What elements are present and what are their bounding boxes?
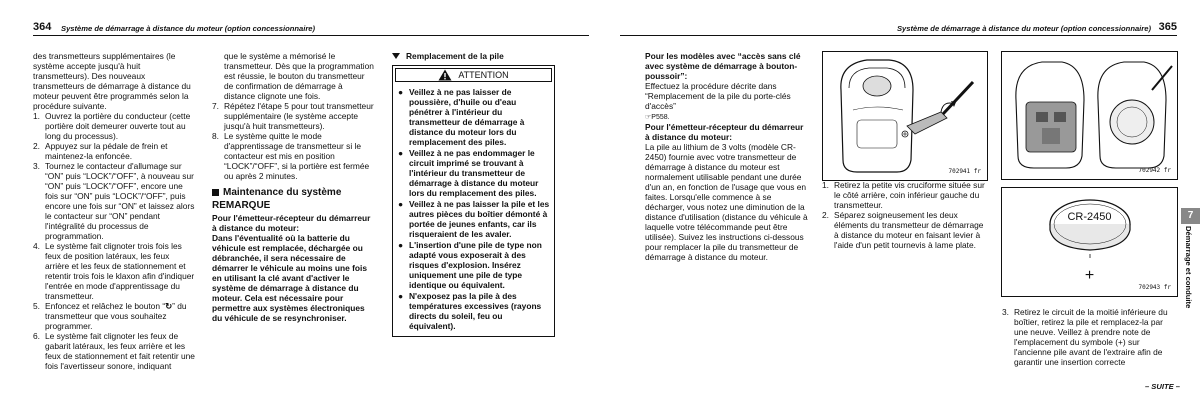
warning-text: Veillez à ne pas laisser de poussière, d'huile ou d'eau pénétrer à l'intérieur du transmetteur de démarrage à distance du moteur lors du remplacement des piles. xyxy=(409,87,525,147)
programming-steps-list xyxy=(33,111,195,371)
battery-step-1 xyxy=(822,180,987,210)
warning-item xyxy=(397,148,550,198)
left-column-2 xyxy=(212,51,375,323)
battery-replacement-title xyxy=(392,51,555,61)
battery-info-text: La pile au lithium de 3 volts (modèle CR-2450) fournie avec votre transmetteur de démarrage à distance du moteur est normalement utilisable pendant une durée d'un an, en fonction de l'usage que vous en faites. Lorsqu'elle commence à se décharger, vous notez une diminution de la distance d'utilisation (distance du véhicule à laquelle votre télécommande peut être utilisée). Suivez les instructions ci-dessous pour remplacer la pile du transmetteur de démarrage à distance du moteur. xyxy=(645,142,808,263)
right-column-2-steps xyxy=(822,180,987,250)
right-page-number: 365 xyxy=(1158,21,1177,33)
step-6-continuation: que le système a mémorisé le transmetteur. Dès que la programmation est réussie, le bouton du transmetteur de confirmation de démarrage à distance clignote une fois. xyxy=(224,51,374,101)
left-page-number: 364 xyxy=(33,21,52,33)
step-3 xyxy=(33,161,195,241)
step-text: ” du transmetteur que vous souhaitez programmer. xyxy=(45,301,187,331)
step-text: Ouvrez la portière du conducteur (cette portière doit demeurer ouverte tout au long du processus). xyxy=(45,111,191,141)
step-6 xyxy=(33,331,195,371)
keyless-models-heading: Pour les modèles avec “accès sans clé avec système de démarrage à bouton-poussoir”: xyxy=(645,51,801,81)
step-2 xyxy=(33,141,195,161)
remarque-body: Dans l'éventualité où la batterie du véhicule est remplacée, déchargée ou débranchée, il sera nécessaire de démarrer le véhicule au moins une fois en utilisant la clé avant d'activer le système de démarrage à distance du moteur. Cela est nécessaire pour permettre aux systèmes électroniques du véhicule de se resynchroniser. xyxy=(212,232,367,323)
step-text: Le système quitte le mode d'apprentissage de transmetteur si le contacteur est mis en position “LOCK”/“OFF”, si la portière est fermée ou après 2 minutes. xyxy=(224,131,370,181)
triangle-down-icon xyxy=(392,53,400,59)
step-text: Le système fait clignoter trois fois les feux de position latéraux, les feux arrière et les feux de stationnement et retentir trois fois le klaxon afin d'indiquer l'entrée en mode d'apprentissage du transmetteur. xyxy=(45,241,195,301)
step-text: Enfoncez et relâchez le bouton “ xyxy=(45,301,166,311)
warning-item xyxy=(397,87,550,147)
keyless-models-text xyxy=(645,81,809,122)
subsection-title-text: Remplacement de la pile xyxy=(406,51,504,61)
warning-item xyxy=(397,291,550,331)
right-page xyxy=(610,0,1200,402)
bullet-icon: ● xyxy=(398,199,404,209)
battery-steps-list xyxy=(822,180,987,250)
right-column-1 xyxy=(645,51,809,262)
right-page-header xyxy=(620,20,1177,36)
attention-header xyxy=(395,68,552,82)
battery-step-2 xyxy=(822,210,987,250)
step-number: 7. xyxy=(212,101,219,111)
step-text: Retirez la petite vis cruciforme située sur le côté arrière, coin inférieur gauche du transmetteur. xyxy=(834,180,985,210)
step-number: 2. xyxy=(33,141,40,151)
warning-text: L'insertion d'une pile de type non adapté vous exposerait à des risques d'explosion. Insérez uniquement une pile de type identique ou équivalent. xyxy=(409,240,542,290)
step-number: 4. xyxy=(33,241,40,251)
section-title-text: Maintenance du système xyxy=(223,187,342,198)
step-number: 1. xyxy=(822,180,829,190)
chapter-tab: 7 xyxy=(1181,208,1200,224)
step-text: Tournez le contacteur d'allumage sur “ON” puis “LOCK”/“OFF”, à nouveau sur “ON” puis “LOCK”/“OFF”, encore une fois sur “ON” puis “LOCK”/“OFF”, puis encore une fois sur “ON” et laissez alors le contacteur sur “ON” pendant l'intégralité du processus de programmation. xyxy=(45,161,195,241)
step-text: Séparez soigneusement les deux éléments du transmetteur de démarrage à distance du moteur en faisant levier à l'aide d'un petit tournevis à lame plate. xyxy=(834,210,984,250)
step-1 xyxy=(33,111,195,141)
step-number: 5. xyxy=(33,301,40,311)
right-column-3-steps xyxy=(1002,307,1178,367)
step-8 xyxy=(212,131,375,181)
warning-text: N'exposez pas la pile à des températures excessives (rayons directs du soleil, feu ou équivalent). xyxy=(409,291,542,331)
transceiver-heading: Pour l'émetteur-récepteur du démarreur à distance du moteur: xyxy=(645,122,804,143)
attention-box xyxy=(392,65,555,337)
step-number: 2. xyxy=(822,210,829,220)
step-text: Le système fait clignoter les feux de gabarit latéraux, les feux arrière et les feux de stationnement et fait retentir une fois l'avertisseur sonore, indiquant xyxy=(45,331,195,371)
left-column-3 xyxy=(392,51,555,337)
step-number: 8. xyxy=(212,131,219,141)
continued-label: – SUITE – xyxy=(1144,382,1180,391)
battery-step-3 xyxy=(1002,307,1178,367)
bullet-icon: ● xyxy=(398,291,404,301)
step-number: 6. xyxy=(33,331,40,341)
left-page-header xyxy=(33,20,589,36)
right-header-title: Système de démarrage à distance du moteur (option concessionnaire) xyxy=(896,24,1151,33)
programming-steps-list-cont xyxy=(212,101,375,181)
step-text: Répétez l'étape 5 pour tout transmetteur supplémentaire (le système accepte jusqu'à huit transmetteurs). xyxy=(224,101,374,131)
remarque-heading: Pour l'émetteur-récepteur du démarreur à distance du moteur: xyxy=(212,212,371,233)
figure-screw-removal xyxy=(822,51,988,181)
remote-screw-illustration xyxy=(823,52,987,180)
warning-text: Veillez à ne pas laisser la pile et les autres pièces du boîtier démonté à portée de jeunes enfants, car ils risqueraient de les avaler. xyxy=(409,199,550,239)
figure-code: 702942 fr xyxy=(1138,166,1171,174)
attention-label: ATTENTION xyxy=(458,69,509,80)
step-number: 3. xyxy=(33,161,40,171)
step-number: 3. xyxy=(1002,307,1009,317)
remote-start-button-icon: ↻ xyxy=(165,301,173,311)
step-text: Appuyez sur la pédale de frein et maintenez-la enfoncée. xyxy=(45,141,168,161)
step-4 xyxy=(33,241,195,301)
maintenance-section-title xyxy=(212,187,375,199)
keyless-instruction: Effectuez la procédure décrite dans “Remplacement de la pile du porte-clés d'accès” xyxy=(645,81,791,111)
bullet-icon: ● xyxy=(398,148,404,158)
warning-list xyxy=(393,84,554,336)
step-7 xyxy=(212,101,375,131)
bullet-icon: ● xyxy=(398,240,404,250)
left-page xyxy=(0,0,590,402)
figure-code: 702943 fr xyxy=(1138,283,1171,291)
battery-steps-list-cont xyxy=(1002,307,1178,367)
step-number: 1. xyxy=(33,111,40,121)
left-header-title: Système de démarrage à distance du moteur (option concessionnaire) xyxy=(61,24,316,33)
plus-symbol-icon: + xyxy=(1084,267,1095,284)
page-reference: ☞P558. xyxy=(645,114,670,121)
warning-item xyxy=(397,199,550,239)
left-column-1 xyxy=(33,51,195,371)
warning-text: Veillez à ne pas endommager le circuit imprimé se trouvant à l'intérieur du transmetteur de démarrage à distance du moteur lors du remplacement des piles. xyxy=(409,148,539,198)
step-text: Retirez le circuit de la moitié inférieure du boîtier, retirez la pile et remplacez-la par une neuve. Veillez à prendre note de l'emplacement du symbole (+) sur l'ancienne pile avant de l'extraire afin de garantir une insertion correcte xyxy=(1014,307,1168,367)
remarque-title: REMARQUE xyxy=(212,199,271,211)
warning-item xyxy=(397,240,550,290)
square-bullet-icon xyxy=(212,189,219,196)
figure-case-separation xyxy=(1001,51,1178,180)
programming-intro: des transmetteurs supplémentaires (le système accepte jusqu'à huit transmetteurs). Des nouveaux transmetteurs de démarrage à distance du moteur peuvent être programmés selon la procédure suivante. xyxy=(33,51,191,111)
warning-triangle-icon xyxy=(438,69,452,81)
figure-battery-orientation xyxy=(1001,187,1178,297)
remote-open-illustration xyxy=(1002,52,1177,179)
chapter-label: Démarrage et conduite xyxy=(1184,226,1194,309)
bullet-icon: ● xyxy=(398,87,404,97)
battery-model-label: CR-2450 xyxy=(1067,211,1112,223)
figure-code: 702941 fr xyxy=(948,167,981,175)
step-5 xyxy=(33,301,195,331)
